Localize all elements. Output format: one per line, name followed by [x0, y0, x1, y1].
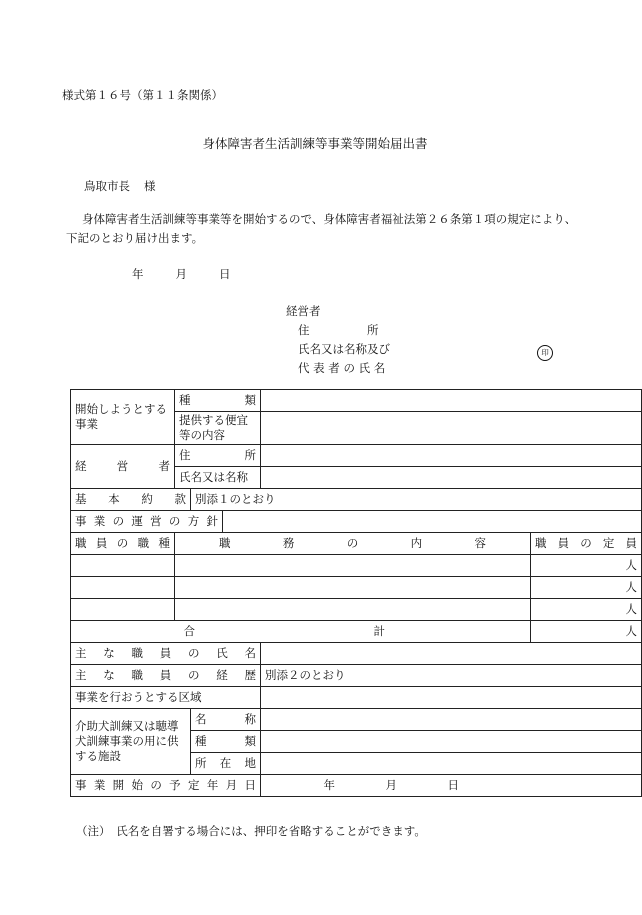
footnote: （注） 氏名を自署する場合には、押印を省略することができます。 — [76, 824, 426, 838]
business-type-label: 種類 — [175, 390, 261, 412]
table-row — [71, 555, 642, 577]
addressee-honorific: 様 — [144, 179, 156, 193]
staff-capacity-header: 職員の定員 — [531, 533, 642, 555]
facility-type-field[interactable] — [261, 731, 642, 753]
notification-table — [70, 389, 642, 797]
staff-title-field[interactable] — [71, 577, 175, 599]
main-staff-history-value: 別添２のとおり — [261, 665, 642, 687]
main-staff-history-label: 主な職員の経歴 — [71, 665, 261, 687]
table-row — [71, 577, 642, 599]
date-month: 月 — [175, 267, 187, 281]
staff-capacity-field[interactable]: 人 — [531, 577, 642, 599]
main-staff-names-label: 主な職員の氏名 — [71, 643, 261, 665]
facility-type-label: 種類 — [191, 731, 261, 753]
total-label-left: 合 — [183, 624, 195, 638]
applicant-name-label-1: 氏名又は名称及び — [298, 342, 390, 356]
applicant-block — [286, 302, 390, 378]
date-year: 年 — [132, 267, 144, 281]
operator-address-label: 住所 — [175, 445, 261, 467]
date-day: 日 — [219, 267, 231, 281]
policy-field[interactable] — [223, 511, 642, 533]
area-label: 事業を行おうとする区域 — [71, 687, 261, 709]
table-row — [71, 599, 642, 621]
addressee-name: 鳥取市長 — [84, 179, 130, 193]
start-business-label: 開始しようとする事業 — [71, 390, 175, 445]
facility-name-label: 名称 — [191, 709, 261, 731]
operator-name-field[interactable] — [261, 467, 642, 489]
business-type-field[interactable] — [261, 390, 642, 412]
policy-label: 事業の運営の方針 — [71, 511, 223, 533]
document-title: 身体障害者生活訓練等事業等開始届出書 — [202, 136, 428, 151]
start-date-day: 日 — [447, 778, 460, 792]
applicant-name-label-2: 代 表 者 の 氏 名 — [298, 361, 386, 375]
body-text: 身体障害者生活訓練等事業等を開始するので、身体障害者福祉法第２６条第１項の規定により、下記のとおり届け出ます。 — [66, 212, 577, 245]
facility-label: 介助犬訓練又は聴導犬訓練事業の用に供する施設 — [71, 709, 191, 775]
total-capacity-field[interactable]: 人 — [531, 621, 642, 643]
addressee — [84, 178, 156, 194]
submission-date — [132, 266, 231, 282]
duties-field[interactable] — [175, 599, 531, 621]
duties-header — [175, 533, 531, 555]
duties-field[interactable] — [175, 555, 531, 577]
articles-label: 基本約款 — [71, 489, 191, 511]
articles-value: 別添１のとおり — [191, 489, 642, 511]
operator-address-field[interactable] — [261, 445, 642, 467]
main-staff-names-field[interactable] — [261, 643, 642, 665]
total-label-right: 計 — [373, 624, 385, 638]
start-date-label: 事業開始の予定年月日 — [71, 775, 261, 797]
staff-capacity-field[interactable]: 人 — [531, 599, 642, 621]
total-label — [71, 621, 531, 643]
facility-location-label: 所在地 — [191, 753, 261, 775]
staff-title-field[interactable] — [71, 555, 175, 577]
start-date-year: 年 — [323, 778, 336, 792]
staff-capacity-field[interactable]: 人 — [531, 555, 642, 577]
operator-label: 経営者 — [71, 445, 175, 489]
form-number: 様式第１６号（第１１条関係） — [62, 88, 223, 102]
convenience-field[interactable] — [261, 412, 642, 445]
start-date-field[interactable] — [261, 775, 642, 797]
operator-name-label: 氏名又は名称 — [175, 467, 261, 489]
area-field[interactable] — [261, 687, 642, 709]
duties-header-text: 職務の内容 — [219, 536, 487, 550]
staff-title-header: 職員の職種 — [71, 533, 175, 555]
facility-location-field[interactable] — [261, 753, 642, 775]
seal-mark: 印 — [537, 345, 553, 361]
convenience-label: 提供する便宜等の内容 — [175, 412, 261, 445]
applicant-label: 経営者 — [286, 304, 321, 318]
applicant-address-label: 住 所 — [298, 323, 379, 337]
duties-field[interactable] — [175, 577, 531, 599]
staff-title-field[interactable] — [71, 599, 175, 621]
start-date-month: 月 — [385, 778, 398, 792]
facility-name-field[interactable] — [261, 709, 642, 731]
